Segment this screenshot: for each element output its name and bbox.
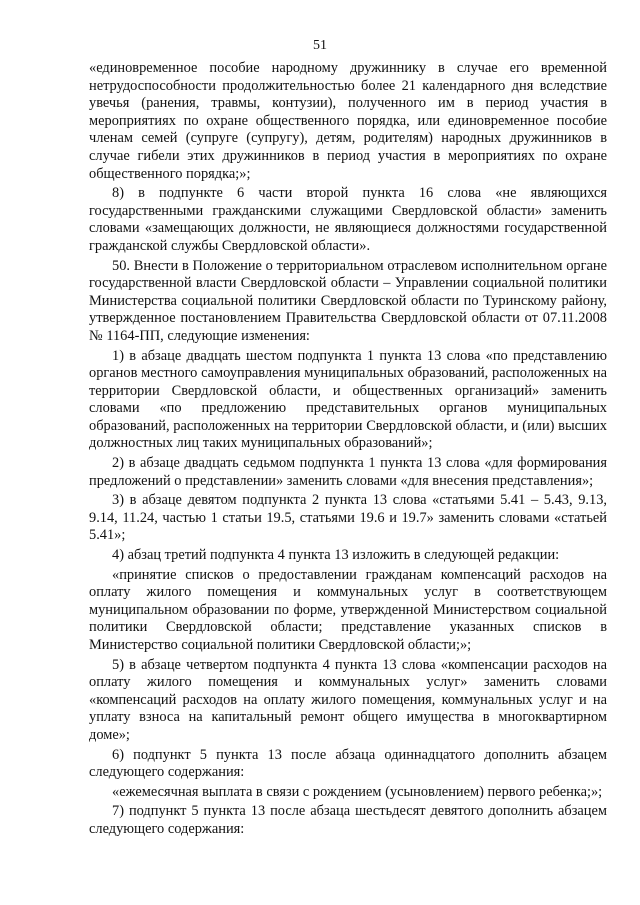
paragraph-item-7: 7) подпункт 5 пункта 13 после абзаца шестьдесят девятого дополнить абзацем следующего содержания: bbox=[89, 803, 607, 837]
page-number: 51 bbox=[313, 38, 327, 53]
paragraph-item-3: 3) в абзаце девятом подпункта 2 пункта 13 слова «статьями 5.41 – 5.43, 9.13, 9.14, 11.24, частью 1 статьи 19.5, статьями 19.6 и 19.7» заменить словами «статьей 5.41»; bbox=[89, 492, 607, 544]
paragraph-item-8: 8) в подпункте 6 части второй пункта 16 слова «не являющихся государственными гражданскими служащими Свердловской области» заменить словами «замещающих должности, не являющиеся должностями государственной гражданской службы Свердловской области». bbox=[89, 185, 607, 254]
paragraph-quoted-benefit: «единовременное пособие народному дружиннику в случае его временной нетрудоспособности продолжительностью более 21 календарного дня вследствие увечья (ранения, травмы, контузии), полученного им в период участия в мероприятиях по охране общественного порядка, или единовременное пособие членам семей (супруге (супругу), детям, родителям) народных дружинников в случае гибели этих дружинников в период участия в мероприятиях по охране общественного порядка;»; bbox=[89, 60, 607, 182]
paragraph-item-6: 6) подпункт 5 пункта 13 после абзаца одиннадцатого дополнить абзацем следующего содержания: bbox=[89, 746, 607, 781]
document-body bbox=[89, 60, 607, 839]
paragraph-item-2: 2) в абзаце двадцать седьмом подпункта 1 пункта 13 слова «для формирования предложений о представлении» заменить словами «для внесения представления»; bbox=[89, 455, 607, 489]
paragraph-item-1: 1) в абзаце двадцать шестом подпункта 1 пункта 13 слова «по представлению органов местного самоуправления муниципальных образований, расположенных на территории Свердловской области, и общественных организаций» заменить словами «по предложению представительных органов муниципальных образований, расположенных на территории Свердловской области, и (или) высших должностных лиц таких муниципальных образований»; bbox=[89, 347, 607, 452]
paragraph-item-4-quote: «принятие списков о предоставлении гражданам компенсаций расходов на оплату жилого помещения и коммунальных услуг в соответствующем муниципальном образовании по форме, утвержденной Министерством социальной политики Свердловской области; представление указанных списков в Министерство социальной политики Свердловской области;»; bbox=[89, 566, 607, 653]
paragraph-item-5: 5) в абзаце четвертом подпункта 4 пункта 13 слова «компенсации расходов на оплату жилого помещения и коммунальных услуг» заменить словами «компенсаций расходов на оплату жилого помещения, коммунальных услуг и на уплату взноса на капитальный ремонт общего имущества в многоквартирном доме»; bbox=[89, 656, 607, 743]
paragraph-item-6-quote: «ежемесячная выплата в связи с рождением (усыновлением) первого ребенка;»; bbox=[112, 783, 603, 800]
paragraph-item-4: 4) абзац третий подпункта 4 пункта 13 изложить в следующей редакции: bbox=[112, 547, 560, 564]
paragraph-section-50: 50. Внести в Положение о территориальном отраслевом исполнительном органе государственной власти Свердловской области – Управлении социальной политики Министерства социальной политики Свердловской области по Туринскому району, утвержденное постановлением Правительства Свердловской области от 07.11.2008 № 1164-ПП, следующие изменения: bbox=[89, 257, 607, 344]
